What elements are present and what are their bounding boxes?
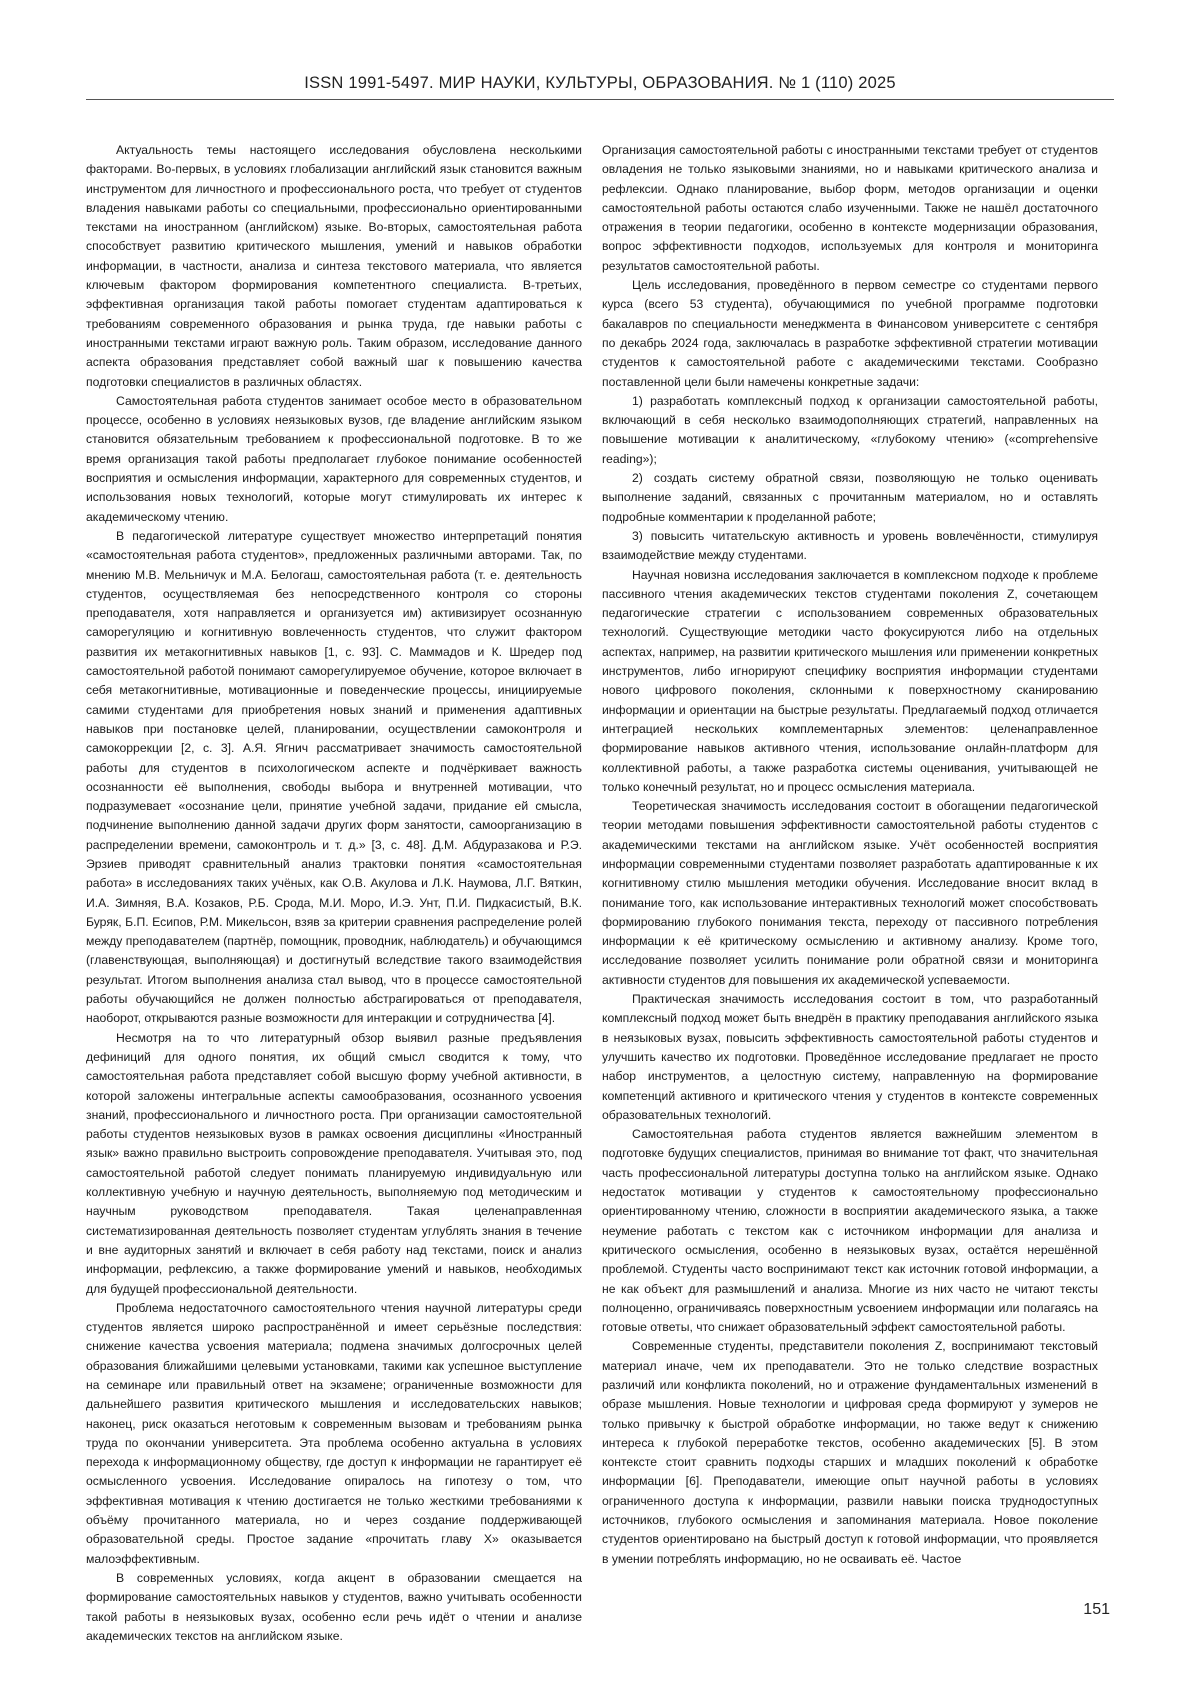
left-column [86,141,582,1646]
paragraph: В современных условиях, когда акцент в образовании смещается на формирование самостоятельных навыков у студентов, важно учитывать особенности такой работы в неязыковых вузах, особенно если речь идёт о чтении и анализе академических текстов на английском языке. [86,1569,582,1646]
paragraph: Практическая значимость исследования состоит в том, что разработанный комплексный подход может быть внедрён в практику преподавания английского языка в неязыковых вузах, повысить эффективность самостоятельной работы студентов и улучшить качество их подготовки. Проведённое исследование предлагает не просто набор инструментов, а целостную систему, направленную на формирование компетенций активного и критического чтения у студентов в контексте современных образовательных технологий. [602,990,1098,1125]
paragraph: Научная новизна исследования заключается в комплексном подходе к проблеме пассивного чтения академических текстов студентами поколения Z, сочетающем педагогические стратегии с использованием современных образовательных технологий. Существующие методики часто фокусируются либо на отдельных аспектах, например, на развитии критического мышления или применении конкретных инструментов, либо игнорируют специфику восприятия информации студентами нового цифрового поколения, склонными к поверхностному сканированию информации и ориентации на быстрые результаты. Предлагаемый подход отличается интеграцией нескольких комплементарных элементов: целенаправленное формирование навыков активного чтения, использование онлайн-платформ для коллективной работы, а также разработка системы оценивания, учитывающей не только конечный результат, но и процесс осмысления материала. [602,566,1098,798]
paragraph: Самостоятельная работа студентов является важнейшим элементом в подготовке будущих специалистов, принимая во внимание тот факт, что значительная часть профессиональной литературы доступна только на английском языке. Однако недостаток мотивации у студентов к самостоятельному профессионально ориентированному чтению, сложности в восприятии академического языка, а также неумение работать с текстом как с источником информации для анализа и критического осмысления, особенно в неязыковых вузах, остаётся нерешённой проблемой. Студенты часто воспринимают текст как источник готовой информации, а не как объект для размышлений и анализа. Многие из них часто не читают тексты полноценно, ограничиваясь поверхностным усвоением информации или полагаясь на готовые ответы, что снижает образовательный эффект самостоятельной работы. [602,1125,1098,1337]
list-item: 3) повысить читательскую активность и уровень вовлечённости, стимулируя взаимодействие между студентами. [602,527,1098,566]
right-column [602,141,1098,1569]
paragraph: Современные студенты, представители поколения Z, воспринимают текстовый материал иначе, чем их преподаватели. Это не только следствие возрастных различий или конфликта поколений, но и отражение фундаментальных изменений в образе мышления. Новые технологии и цифровая среда формируют у зумеров не только привычку к быстрой обработке информации, но также ведут к снижению интереса к глубокой переработке текстов, особенно академических [5]. В этом контексте стоит сравнить подходы старших и младших поколений к обработке информации [6]. Преподаватели, имеющие опыт научной работы в условиях ограниченного доступа к информации, развили навыки поиска труднодоступных источников, глубокого осмысления и запоминания материала. Новое поколение студентов ориентировано на быстрый доступ к готовой информации, что проявляется в умении потреблять информацию, но не осваивать её. Частое [602,1337,1098,1569]
running-header: ISSN 1991-5497. МИР НАУКИ, КУЛЬТУРЫ, ОБРАЗОВАНИЯ. № 1 (110) 2025 [86,74,1114,93]
paragraph: Теоретическая значимость исследования состоит в обогащении педагогической теории методами повышения эффективности самостоятельной работы студентов с академическими текстами на английском языке. Учёт особенностей восприятия информации современными студентами позволяет разработать адаптированные к их когнитивному стилю мышления методики обучения. Исследование вносит вклад в понимание того, как использование интерактивных технологий может способствовать формированию глубокого понимания текста, переходу от пассивного потребления информации к её критическому осмыслению и активному анализу. Кроме того, исследование позволяет усилить понимание роли обратной связи и мониторинга активности студентов для повышения их академической успеваемости. [602,797,1098,990]
paragraph: Несмотря на то что литературный обзор выявил разные предъявления дефиниций для одного понятия, их общий смысл сводится к тому, что самостоятельная работа представляет собой высшую форму учебной активности, в которой заложены интегральные аспекты самообразования, осознанного усвоения знаний, профессионального и личностного роста. При организации самостоятельной работы студентов неязыковых вузов в рамках освоения дисциплины «Иностранный язык» важно правильно выстроить сопровождение преподавателя. Учитывая это, под самостоятельной работой следует понимать планируемую индивидуальную или коллективную учебную и научную деятельность, выполняемую под методическим и научным руководством преподавателя. Такая целенаправленная систематизированная деятельность позволяет студентам углублять знания в течение и вне аудиторных занятий и включает в себя работу над текстами, поиск и анализ информации, рефлексию, а также формирование умений и навыков, необходимых для будущей профессиональной деятельности. [86,1029,582,1299]
journal-page [0,0,1200,1697]
paragraph: Актуальность темы настоящего исследования обусловлена несколькими факторами. Во-первых, в условиях глобализации английский язык становится важным инструментом для личностного и профессионального роста, что требует от студентов владения навыками работы со специальными, профессионально ориентированными текстами на иностранном (английском) языке. Во-вторых, самостоятельная работа способствует развитию критического мышления, умений и навыков обработки информации, в частности, анализа и синтеза текстового материала, что является ключевым фактором формирования компетентного специалиста. В-третьих, эффективная организация такой работы помогает студентам адаптироваться к требованиям современного образования и рынка труда, где навыки работы с иностранными текстами играют важную роль. Таким образом, исследование данного аспекта образования представляет собой важный шаг к повышению качества подготовки специалистов в различных областях. [86,141,582,392]
header-divider [86,99,1114,100]
paragraph: В педагогической литературе существует множество интерпретаций понятия «самостоятельная работа студентов», предложенных различными авторами. Так, по мнению М.В. Мельничук и М.А. Белогаш, самостоятельная работа (т. е. деятельность студентов, осуществляемая без непосредственного контроля со стороны преподавателя, хотя направляется и организуется им) активизирует осознанную саморегуляцию и когнитивную вовлеченность студентов, что служит фактором развития их метакогнитивных навыков [1, с. 93]. С. Маммадов и К. Шредер под самостоятельной работой понимают саморегулируемое обучение, которое включает в себя метакогнитивные, мотивационные и поведенческие процессы, инициируемые самими студентами для приобретения новых знаний и применения адаптивных навыков при постановке целей, планировании, осуществлении самоконтроля и самокоррекции [2, с. 3]. А.Я. Ягнич рассматривает значимость самостоятельной работы для студентов в психологическом аспекте и подчёркивает важность осознанности её выполнения, свободы выбора и внутренней мотивации, что подразумевает «осознание цели, принятие учебной задачи, придание ей смысла, подчинение выполнению данной задачи других форм занятости, самоорганизацию в распределении времени, самоконтроль и т. д.» [3, с. 48]. Д.М. Абдуразакова и Р.Э. Эрзиев приводят сравнительный анализ трактовки понятия «самостоятельная работа» в исследованиях таких учёных, как О.В. Акулова и Л.К. Наумова, Л.Г. Вяткин, И.А. Зимняя, В.А. Козаков, Р.Б. Срода, М.И. Моро, И.Э. Унт, П.И. Пидкасистый, В.К. Буряк, Б.П. Есипов, Р.М. Микельсон, взяв за критерии сравнения распределение ролей между преподавателем (партнёр, помощник, проводник, наблюдатель) и обучающимся (главенствующая, выполняющая) и достигнутый вследствие такого взаимодействия результат. Итогом выполнения анализа стал вывод, что в процессе самостоятельной работы обучающийся не должен полностью абстрагироваться от преподавателя, наоборот, открываются разные возможности для интеракции и сотрудничества [4]. [86,527,582,1029]
paragraph: Цель исследования, проведённого в первом семестре со студентами первого курса (всего 53 студента), обучающимися по учебной программе подготовки бакалавров по специальности менеджмента в Финансовом университете с сентября по декабрь 2024 года, заключалась в разработке эффективной стратегии мотивации студентов к самостоятельной работе с академическими текстами. Сообразно поставленной цели были намечены конкретные задачи: [602,276,1098,392]
paragraph: Проблема недостаточного самостоятельного чтения научной литературы среди студентов является широко распространённой и имеет серьёзные последствия: снижение качества усвоения материала; подмена значимых долгосрочных целей образования ближайшими целевыми установками, такими как успешное выступление на семинаре или правильный ответ на экзамене; ограниченные возможности для дальнейшего развития критического мышления и исследовательских навыков; наконец, риск оказаться неготовым к современным вызовам и требованиям рынка труда по окончании университета. Эта проблема особенно актуальна в условиях перехода к информационному обществу, где доступ к информации не гарантирует её осмысленного усвоения. Исследование опиралось на гипотезу о том, что эффективная мотивация к чтению достигается не только жесткими требованиями к объёму прочитанного материала, но и через создание поддерживающей образовательной среды. Простое задание «прочитать главу Х» оказывается малоэффективным. [86,1299,582,1569]
paragraph: Самостоятельная работа студентов занимает особое место в образовательном процессе, особенно в условиях неязыковых вузов, где владение английским языком становится обязательным требованием к профессиональной подготовке. В то же время организация такой работы предполагает глубокое понимание особенностей восприятия и осмысления информации, характерного для современных студентов, и использования новых технологий, которые могут стимулировать их интерес к академическому чтению. [86,392,582,527]
paragraph-continued: Организация самостоятельной работы с иностранными текстами требует от студентов овладения не только языковыми знаниями, но и навыками критического анализа и рефлексии. Однако планирование, выбор форм, методов организации и оценки самостоятельной работы остаются слабо изученными. Также не нашёл достаточного отражения в теории педагогики, особенно в контексте модернизации образования, вопрос эффективности подходов, используемых для контроля и мониторинга результатов самостоятельной работы. [602,141,1098,276]
list-item: 1) разработать комплексный подход к организации самостоятельной работы, включающий в себя несколько взаимодополняющих стратегий, направленных на повышение мотивации к аналитическому, «глубокому чтению» («comprehensive reading»); [602,392,1098,469]
page-number: 151 [1083,1601,1110,1619]
list-item: 2) создать систему обратной связи, позволяющую не только оценивать выполнение заданий, связанных с прочитанным материалом, но и оставлять подробные комментарии к проделанной работе; [602,469,1098,527]
